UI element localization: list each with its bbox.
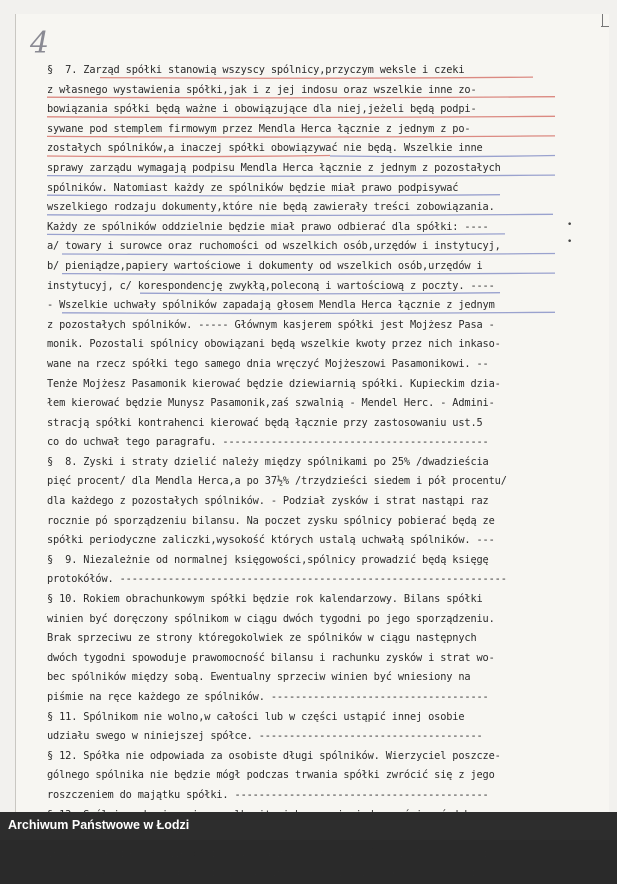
text-line: oraz nie wolno im trudnić się żadnym innym zajęciem zarobkowym. Stanowi xyxy=(47,867,477,880)
text-line: bec spólników między sobą. Ewentualny sprzeciw winien być wniesiony na xyxy=(47,671,471,684)
text-line: § 11. Spólnikom nie wolno,w całości lub w części ustąpić innej osobie xyxy=(47,710,465,723)
text-line: z własnego wystawienia spółki,jak i z jej indosu oraz wszelkie inne zo- xyxy=(47,83,477,96)
archive-footer-bar xyxy=(0,812,617,840)
text-line: piśmie na ręce każdego ze spólników. ------------------------------------ xyxy=(47,691,489,703)
text-line: a/ towary i surowce oraz ruchomości od wszelkich osób,urzędów i instytucyj, xyxy=(47,240,501,253)
text-line: Każdy ze spólników oddzielnie będzie miał prawo odbierać dla spółki: ---- xyxy=(47,220,489,233)
archive-label: Archiwum Państwowe w Łodzi xyxy=(8,818,190,832)
text-line: stracją spółki kontrahenci kierować będą łącznie przy zastosowaniu ust.5 xyxy=(47,416,483,429)
page-number: 4 xyxy=(30,26,50,61)
text-line: § 8. Zyski i straty dzielić należy między spólnikami po 25% /dwadzieścia xyxy=(47,455,489,468)
text-line: sprawy zarządu wymagają podpisu Mendla Herca łącznie z jednym z pozostałych xyxy=(47,161,501,174)
text-line: gólnego spólnika nie będzie mógł podczas trwania spółki zwrócić się z jego xyxy=(47,769,495,782)
text-line: Tenże Mojżesz Pasamonik kierować będzie dziewiarnią spółki. Kupieckim dzia- xyxy=(47,377,501,390)
text-line: wane na rzecz spółki tego samego dnia wręczyć Mojżeszowi Pasamonikowi. -- xyxy=(47,357,489,370)
text-line: rocznie pó sporządzeniu bilansu. Na poczet zysku spólnicy pobierać będą ze xyxy=(47,514,495,527)
text-line: § 12. Spółka nie odpowiada za osobiste długi spólników. Wierzyciel poszcze- xyxy=(47,749,501,762)
text-line: - Wszelkie uchwały spólników zapadają głosem Mendla Herca łącznie z jednym xyxy=(47,299,495,312)
text-line: bowiązania spółki będą ważne i obowiązujące dla niej,jeżeli będą podpi- xyxy=(47,103,477,116)
text-line: spółki periodyczne zaliczki,wysokość których ustalą uchwałą spólników. --- xyxy=(47,534,495,547)
document-body xyxy=(47,61,557,884)
text-line: innym przedsiębiorstwie,obliczonym na zysk,a to bezpośrednio lub pośrednio, xyxy=(47,847,501,860)
text-line: wszelkiego rodzaju dokumenty,które nie będą zawierały treści zobowiązania. xyxy=(47,201,495,214)
text-line: łem kierować będzie Munysz Pasamonik,zaś szwalnią - Mendel Herc. - Admini- xyxy=(47,397,495,410)
text-line: pięć procent/ dla Mendla Herca,a po 37½% /trzydzieści siedem i pół procentu/ xyxy=(47,475,507,488)
text-line: co do uchwał tego paragrafu. -------------------------------------------- xyxy=(47,436,489,449)
text-line: § 10. Rokiem obrachunkowym spółki będzie rok kalendarzowy. Bilans spółki xyxy=(47,593,483,606)
text-line: § 9. Niezależnie od normalnej księgowości,spólnicy prowadzić będą księgę xyxy=(47,553,489,566)
text-line: sywane pod stemplem firmowym przez Mendla Herca łącznie z jednym z po- xyxy=(47,122,471,135)
text-line: roszczeniem do majątku spółki. ------------------------------------------ xyxy=(47,788,489,801)
corner-tick-mark xyxy=(602,14,603,26)
text-line: b/ pieniądze,papiery wartościowe i dokumenty od wszelkich osób,urzędów i xyxy=(47,259,483,272)
margin-mark: • xyxy=(567,220,573,230)
margin-mark: • xyxy=(567,237,573,247)
text-line: Brak sprzeciwu ze strony któregokolwiek ze spólników w ciągu następnych xyxy=(47,632,477,645)
text-line: zostałych spólników,a inaczej spółki obowiązywać nie będą. Wszelkie inne xyxy=(47,142,483,155)
corner-tick-mark xyxy=(601,26,609,27)
text-line: z pozostałych spólników. ----- Głównym kasjerem spółki jest Mojżesz Pasa - xyxy=(47,318,495,331)
text-line: udziału swego w niniejszej spółce. ------------------------------------- xyxy=(47,730,483,743)
text-line: spólników. Natomiast każdy ze spólników będzie miał prawo podpisywać xyxy=(47,181,459,194)
text-line: instytucyj, c/ korespondencję zwykłą,poleconą i wartościową z poczty. ---- xyxy=(47,279,495,292)
text-line: winien być doręczony spólnikom w ciągu dwóch tygodni po jego sporządzeniu. xyxy=(47,612,495,625)
text-line: dwóch tygodni spowoduje prawomocność bilansu i rachunku zysków i strat wo- xyxy=(47,651,495,664)
text-line: monik. Pozostali spólnicy obowiązani będą wszelkie kwoty przez nich inkaso- xyxy=(47,338,501,351)
text-line: dla każdego z pozostałych spólników. - Podział zysków i strat nastąpi raz xyxy=(47,495,489,508)
text-line: protokółów. ---------------------------------------------------------------- xyxy=(47,573,507,586)
text-line: § 7. Zarząd spółki stanowią wszyscy spólnicy,przyczym weksle i czeki xyxy=(47,64,465,76)
